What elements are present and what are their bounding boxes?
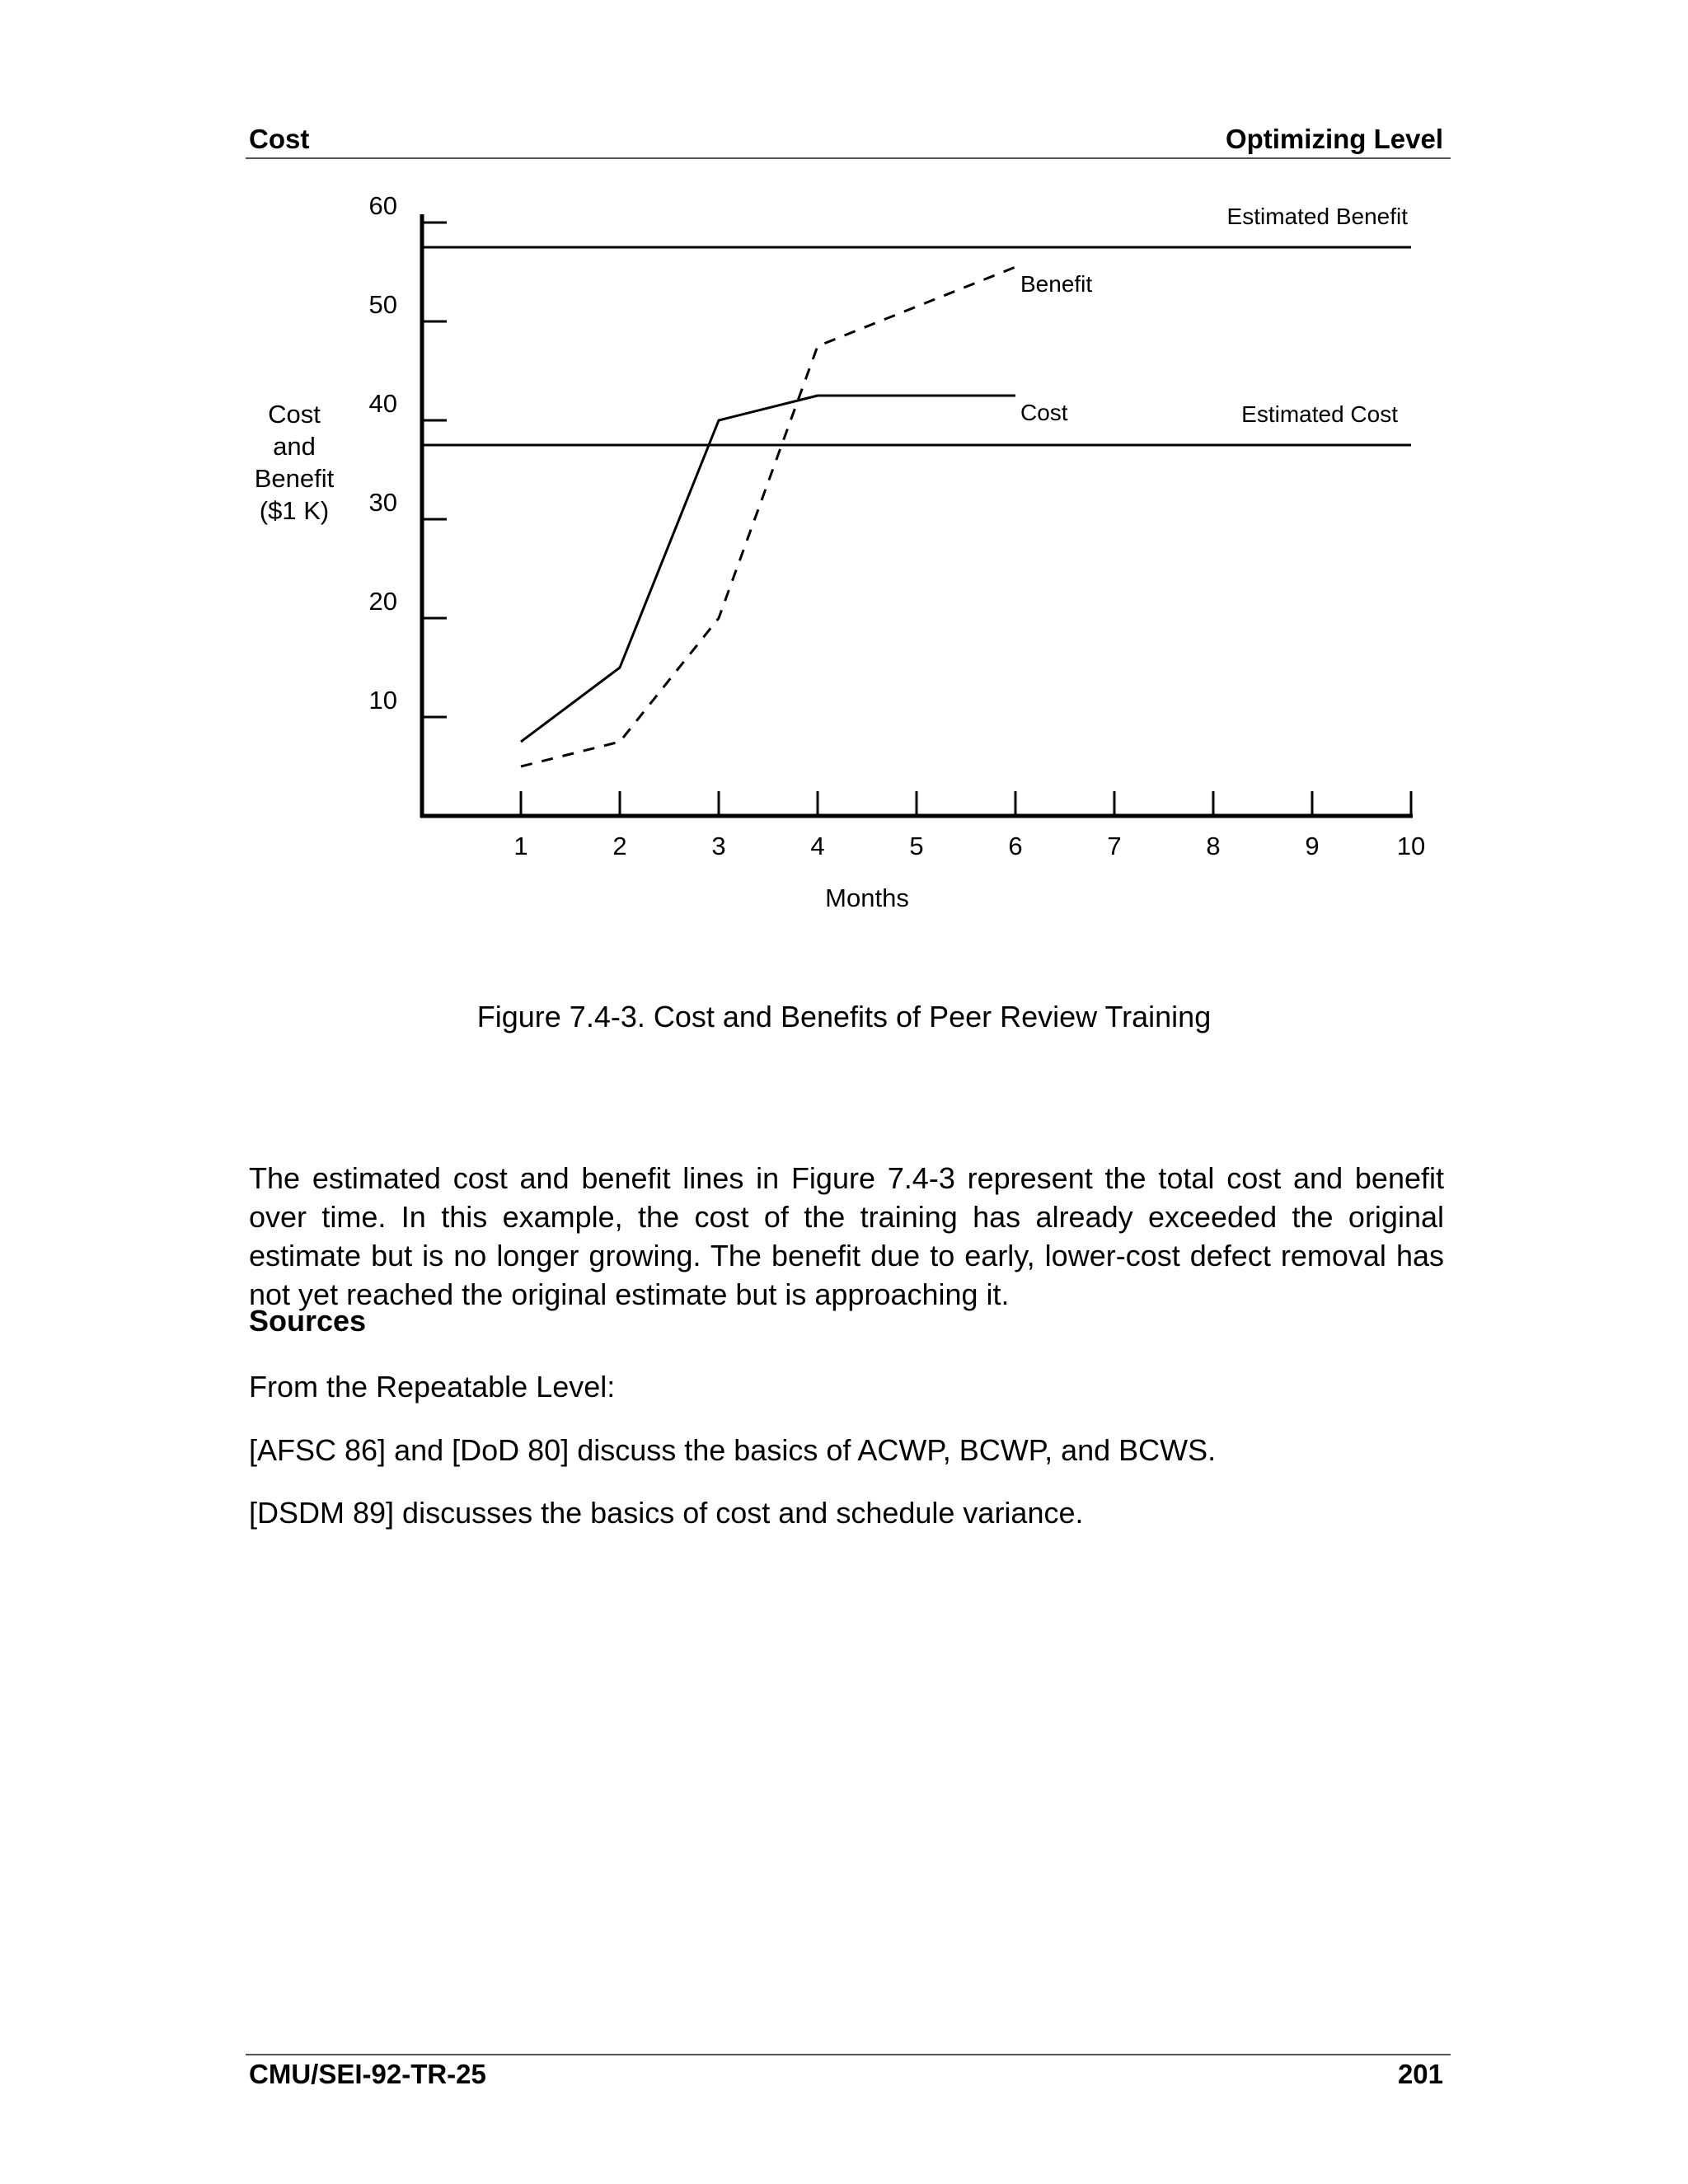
running-header-left: Cost [249,124,310,154]
source-item: [DSDM 89] discusses the basics of cost and schedule variance. [249,1496,1084,1530]
sources-intro: From the Repeatable Level: [249,1370,616,1404]
reference-line-label: Estimated Benefit [1226,204,1408,229]
report-id: CMU/SEI-92-TR-25 [249,2059,486,2089]
footer-rule [246,2054,1451,2055]
y-tick-label: 30 [368,488,397,517]
y-tick-label: 10 [368,686,397,715]
series-label: Cost [1020,400,1068,425]
x-tick-label: 6 [1008,832,1023,860]
body-paragraph: The estimated cost and benefit lines in Figure 7.4-3 represent the total cost and benefit over time. In this example, the cost of the training has already exceeded the original estimate but is no longer growing. The benefit due to early, lower-cost defect removal has not yet reached the original estimate but is approaching it. [249,1161,1444,1311]
x-tick-label: 3 [711,832,726,860]
y-axis-title-line: Cost [268,400,321,429]
running-header-right: Optimizing Level [1225,124,1443,154]
y-tick-label: 60 [368,191,397,220]
reference-line-label: Estimated Cost [1241,401,1398,427]
x-tick-label: 2 [612,832,627,860]
cost-benefit-chart [0,0,1688,972]
y-axis-title-line: and [273,432,316,461]
y-tick-label: 50 [368,290,397,319]
page-number: 201 [1397,2059,1443,2089]
x-tick-label: 8 [1206,832,1221,860]
y-axis-title-line: ($1 K) [259,496,330,525]
sources-heading: Sources [249,1304,367,1338]
source-item: [AFSC 86] and [DoD 80] discuss the basics of ACWP, BCWP, and BCWS. [249,1433,1217,1467]
x-tick-label: 5 [909,832,924,860]
x-tick-label: 1 [513,832,528,860]
x-tick-label: 7 [1107,832,1122,860]
series-label: Benefit [1020,271,1093,297]
x-tick-label: 10 [1396,832,1426,860]
x-tick-label: 4 [810,832,825,860]
y-axis-title-line: Benefit [254,464,335,493]
benefit-series-line [521,267,1015,766]
y-tick-label: 40 [368,389,397,418]
figure-caption: Figure 7.4-3. Cost and Benefits of Peer Review Training [476,1000,1212,1033]
x-tick-label: 9 [1305,832,1320,860]
y-tick-label: 20 [368,587,397,616]
cost-series-line [521,396,1015,742]
x-axis-title: Months [825,883,909,912]
